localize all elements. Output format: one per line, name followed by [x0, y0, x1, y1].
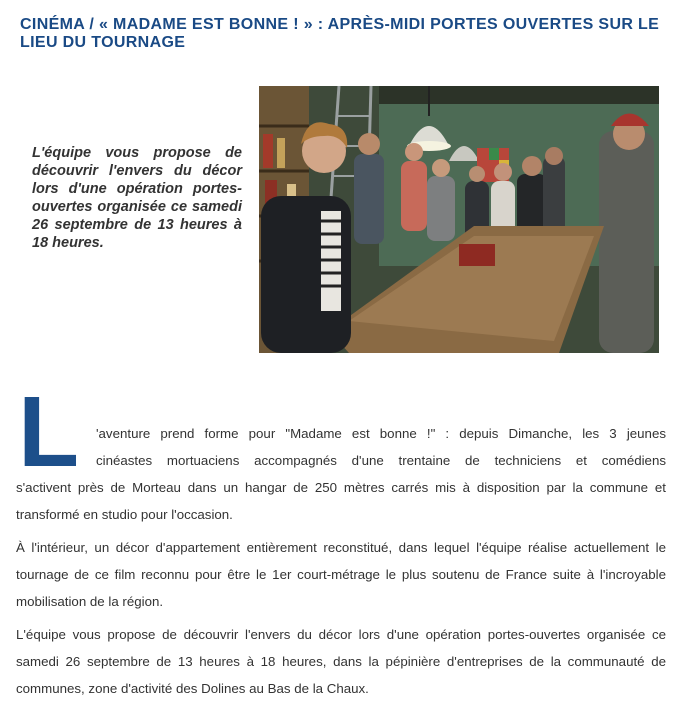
paragraph-1-line-2: cinéastes mortuaciens accompagnés d'une trentaine de techniciens et comédiens — [96, 453, 666, 468]
person-head — [432, 159, 450, 177]
film-set-illustration — [259, 86, 659, 353]
red-box — [459, 244, 495, 266]
paragraph-1-line-3: s'activent près de Morteau dans un hangar de 250 mètres carrés mis à disposition par la commune et — [16, 480, 666, 495]
film-set-photo — [259, 86, 659, 353]
article-lead: L'équipe vous propose de découvrir l'envers du décor lors d'une opération portes-ouvertes organisée ce samedi 26 septembre de 13 heures à 18 heures. — [32, 145, 242, 251]
person-head — [545, 147, 563, 165]
person-head — [494, 163, 512, 181]
person-head — [405, 143, 423, 161]
paragraph-1-line-4: transformé en studio pour l'occasion. — [16, 507, 233, 522]
person-silhouette — [599, 131, 654, 353]
person-silhouette — [543, 156, 565, 236]
drop-cap: L — [18, 376, 80, 488]
book — [277, 138, 285, 168]
person-head — [522, 156, 542, 176]
book — [263, 134, 273, 168]
ceiling-shadow — [379, 86, 659, 104]
article-title: CINÉMA / « MADAME EST BONNE ! » : APRÈS-MIDI PORTES OUVERTES SUR LE LIEU DU TOURNAGE — [20, 16, 660, 51]
person-silhouette — [401, 161, 427, 231]
person-head — [358, 133, 380, 155]
paragraph-2: À l'intérieur, un décor d'appartement entièrement reconstitué, dans lequel l'équipe réalise actuellement le tournage de ce film reconnu pour être le 1er court-métrage le plus soutenu de France suite à l'incroyable mobilisation de la région. — [16, 540, 666, 609]
paragraph-1-line-1: 'aventure prend forme pour "Madame est bonne !" : depuis Dimanche, les 3 jeunes — [96, 426, 666, 441]
person-head — [469, 166, 485, 182]
person-silhouette — [427, 176, 455, 241]
colored-panel — [489, 148, 499, 160]
paragraph-3: L'équipe vous propose de découvrir l'envers du décor lors d'une opération portes-ouvertes organisée ce samedi 26 septembre de 13 heures à 18 heures, dans la pépinière d'entreprises de la communauté de communes, zone d'activité des Dolines au Bas de la Chaux. — [16, 627, 666, 696]
person-silhouette — [354, 154, 384, 244]
